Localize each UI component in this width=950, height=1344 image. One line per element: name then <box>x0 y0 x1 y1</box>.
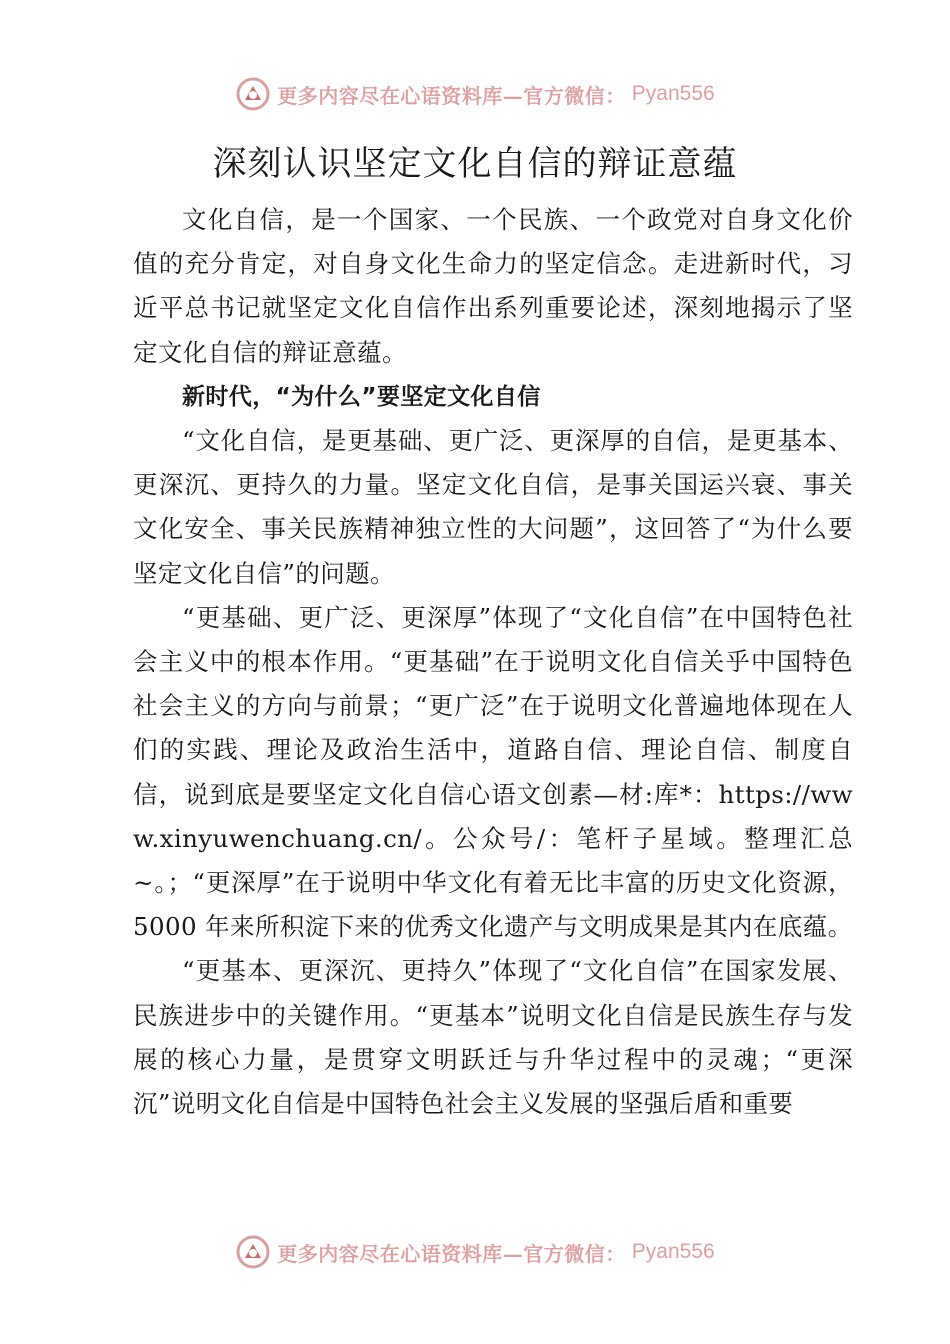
header-watermark <box>0 74 950 114</box>
brand-logo-icon <box>235 76 271 112</box>
section-heading: 新时代，“为什么”要坚定文化自信 <box>182 383 541 410</box>
paragraph: “更基本、更深沉、更持久”体现了“文化自信”在国家发展、民族进步中的关键作用。“更基本”说明文化自信是民族生存与发展的核心力量，是贯穿文明跃迁与升华过程中的灵魂；“更深沉”说明文化自信是中国特色社会主义发展的坚强后盾和重要 <box>133 956 853 1119</box>
watermark-text: 更多内容尽在心语资料库—官方微信： <box>277 83 626 108</box>
document-body <box>133 198 853 1126</box>
footer-watermark <box>0 1232 950 1272</box>
paragraph: “文化自信，是更基础、更广泛、更深厚的自信，是更基本、更深沉、更持久的力量。坚定文化自信，是事关国运兴衰、事关文化安全、事关民族精神独立性的大问题”，这回答了“为什么要坚定文化自信”的问题。 <box>133 426 853 588</box>
paragraph: “更基础、更广泛、更深厚”体现了“文化自信”在中国特色社会主义中的根本作用。“更基础”在于说明文化自信关乎中国特色社会主义的方向与前景；“更广泛”在于说明文化普遍地体现在人们的实践、理论及政治生活中，道路自信、理论自信、制度自信，说到底是要坚定文化自信心语文创素—材:库*：https://www.xinyuwenchuang.cn/。公众号/：笔杆子星域。整理汇总~。；“更深厚”在于说明中华文化有着无比丰富的历史文化资源，5000 年来所积淀下来的优秀文化遗产与文明成果是其内在底蕴。 <box>133 602 853 942</box>
paragraph-intro: 文化自信，是一个国家、一个民族、一个政党对自身文化价值的充分肯定，对自身文化生命力的坚定信念。走进新时代，习近平总书记就坚定文化自信作出系列重要论述，深刻地揭示了坚定文化自信的辩证意蕴。 <box>133 205 853 367</box>
brand-logo-icon <box>235 1234 271 1270</box>
document-title: 深刻认识坚定文化自信的辩证意蕴 <box>212 144 738 184</box>
watermark-wechat-id: Pyan556 <box>631 82 715 105</box>
watermark-wechat-id: Pyan556 <box>631 1240 715 1263</box>
watermark-text: 更多内容尽在心语资料库—官方微信： <box>277 1241 626 1266</box>
